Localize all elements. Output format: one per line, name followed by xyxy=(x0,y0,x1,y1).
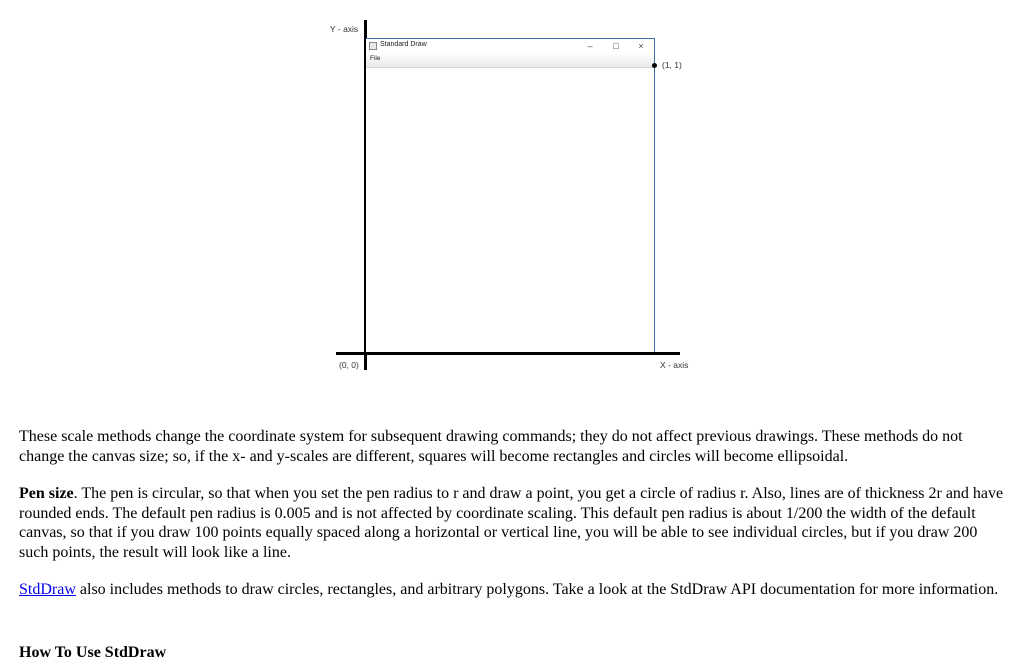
section-heading: How To Use StdDraw xyxy=(19,644,167,661)
minimize-icon[interactable]: – xyxy=(587,41,593,51)
paragraph-scale-methods xyxy=(19,427,1009,466)
x-axis-line xyxy=(336,352,680,355)
pen-size-term: Pen size xyxy=(19,485,74,502)
paragraph-text: These scale methods change the coordinate system for subsequent drawing commands; they do not affect previous drawings. These methods do not change the canvas size; so, if the x- and y-scales are different, squares will become rectangles and circles will become ellipsoidal. xyxy=(19,428,963,465)
maximize-icon[interactable]: □ xyxy=(613,41,619,51)
paragraph-stddraw xyxy=(19,580,1009,600)
x-axis-label: X - axis xyxy=(660,360,689,370)
paragraph-pen-size xyxy=(19,484,1009,562)
stddraw-link[interactable]: StdDraw xyxy=(19,581,76,598)
close-icon[interactable]: × xyxy=(638,41,644,51)
menu-file[interactable]: File xyxy=(370,55,381,62)
corner-point-marker xyxy=(652,63,657,68)
stddraw-text: also includes methods to draw circles, rectangles, and arbitrary polygons. Take a look at the StdDraw API documentation for more information. xyxy=(75,581,999,598)
origin-label: (0, 0) xyxy=(339,360,359,370)
y-axis-label: Y - axis xyxy=(330,24,359,34)
window-titlebar xyxy=(366,39,654,53)
pen-size-text: . The pen is circular, so that when you set the pen radius to r and draw a point, you get a circle of radius r. Also, lines are of thickness 2r and have rounded ends. The default pen radius is 0.005 and is not affected by coordinate scaling. This default pen radius is about 1/200 the width of the default canvas, so that if you draw 100 points equally spaced along a horizontal or vertical line, you will be able to see individual circles, but if you draw 200 such points, the result will look like a line. xyxy=(19,485,1004,561)
window-title: Standard Draw xyxy=(380,41,427,48)
java-app-icon xyxy=(369,42,377,50)
standard-draw-window xyxy=(366,38,655,352)
window-menubar xyxy=(366,53,654,68)
corner-label: (1, 1) xyxy=(662,60,682,70)
